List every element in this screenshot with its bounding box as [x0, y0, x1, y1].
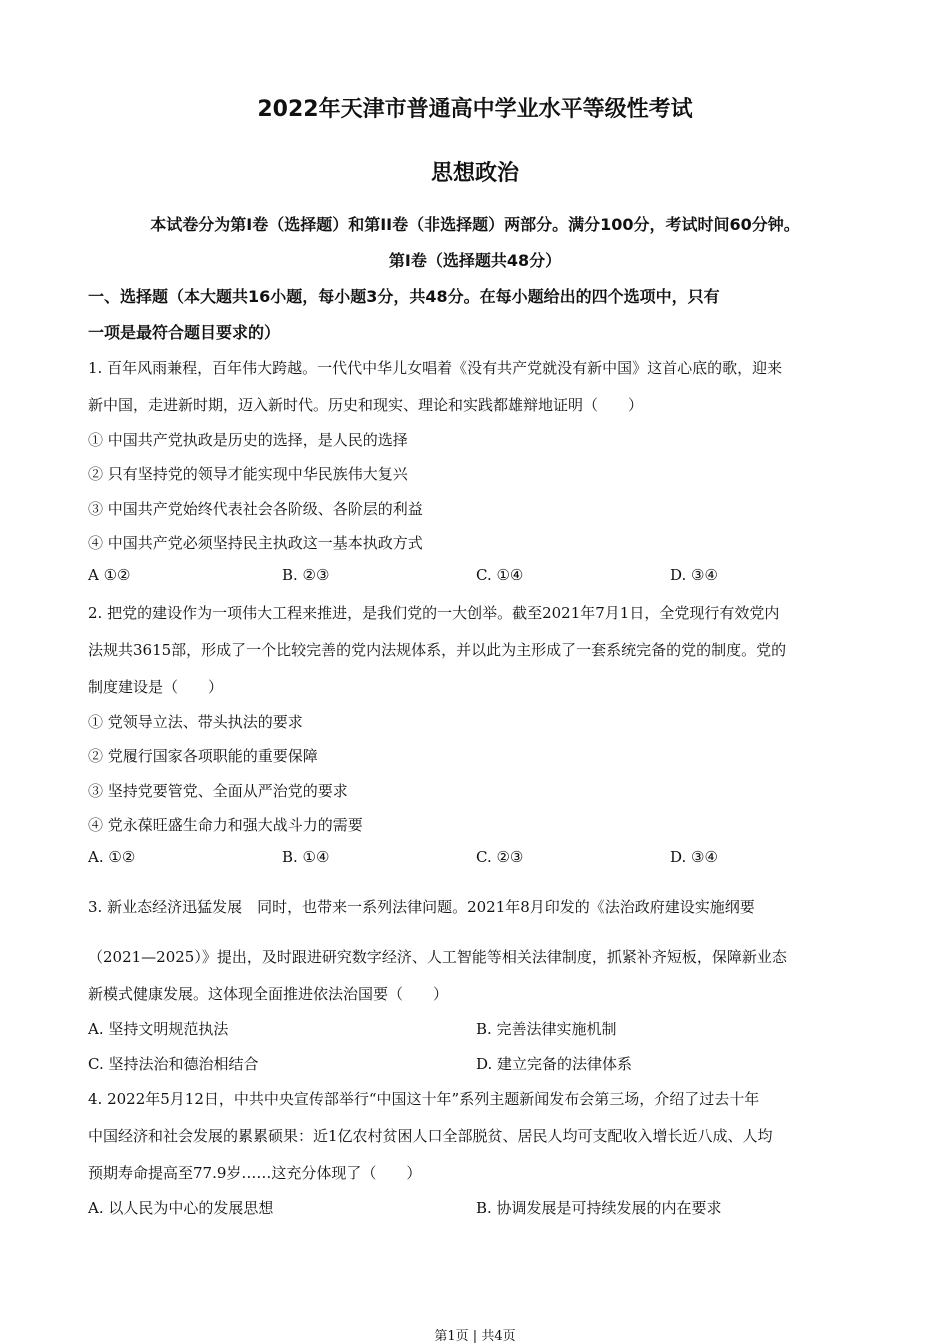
q1-item: ② 只有坚持党的领导才能实现中华民族伟大复兴	[88, 465, 408, 483]
q2-item: ④ 党永葆旺盛生命力和强大战斗力的需要	[88, 816, 363, 834]
q2-stem-line-1: 2. 把党的建设作为一项伟大工程来推进，是我们党的一大创举。截至2021年7月1日，全党现行有效党内	[88, 604, 780, 622]
instruction-line-2: 一项是最符合题目要求的）	[88, 323, 281, 342]
q1-option-d[interactable]: D. ③④	[670, 566, 718, 584]
q4-stem-line-1: 4. 2022年5月12日，中共中央宣传部举行“中国这十年”系列主题新闻发布会第三场，介绍了过去十年	[88, 1090, 760, 1108]
instruction-line-1: 一、选择题（本大题共16小题，每小题3分，共48分。在每小题给出的四个选项中，只有	[88, 287, 720, 306]
q2-item: ① 党领导立法、带头执法的要求	[88, 713, 303, 731]
q3-stem-line-2: （2021—2025）》提出，及时跟进研究数字经济、人工智能等相关法律制度，抓紧补齐短板，保障新业态	[88, 948, 787, 966]
q4-stem-line-2: 中国经济和社会发展的累累硕果：近1亿农村贫困人口全部脱贫、居民人均可支配收入增长近八成、人均	[88, 1127, 773, 1145]
q1-option-c[interactable]: C. ①④	[476, 566, 524, 584]
page-footer: 第1页 | 共4页	[434, 1329, 516, 1344]
section-title: 第Ⅰ卷（选择题共48分）	[388, 251, 562, 270]
exam-title: 2022年天津市普通高中学业水平等级性考试	[257, 97, 693, 122]
q1-item: ④ 中国共产党必须坚持民主执政这一基本执政方式	[88, 534, 423, 552]
q3-option-b[interactable]: B. 完善法律实施机制	[476, 1020, 617, 1038]
q4-option-b[interactable]: B. 协调发展是可持续发展的内在要求	[476, 1199, 722, 1217]
q2-item: ② 党履行国家各项职能的重要保障	[88, 747, 318, 765]
q1-item: ① 中国共产党执政是历史的选择，是人民的选择	[88, 431, 408, 449]
exam-intro: 本试卷分为第Ⅰ卷（选择题）和第II卷（非选择题）两部分。满分100分，考试时间60分钟。	[150, 215, 800, 234]
q3-stem-line-3: 新模式健康发展。这体现全面推进依法治国要（ ）	[88, 985, 449, 1003]
q2-option-d[interactable]: D. ③④	[670, 848, 718, 866]
q1-option-b[interactable]: B. ②③	[282, 566, 330, 584]
q3-option-c[interactable]: C. 坚持法治和德治相结合	[88, 1055, 259, 1073]
q3-option-a[interactable]: A. 坚持文明规范执法	[88, 1020, 229, 1038]
q2-option-c[interactable]: C. ②③	[476, 848, 524, 866]
subject-title: 思想政治	[430, 161, 519, 186]
q2-item: ③ 坚持党要管党、全面从严治党的要求	[88, 782, 348, 800]
q1-option-a[interactable]: A ①②	[88, 566, 131, 584]
q2-option-b[interactable]: B. ①④	[282, 848, 330, 866]
q1-item: ③ 中国共产党始终代表社会各阶级、各阶层的利益	[88, 500, 423, 518]
q3-stem-line-1: 3. 新业态经济迅猛发展 同时，也带来一系列法律问题。2021年8月印发的《法治政府建设实施纲要	[88, 898, 755, 916]
q1-stem-line-1: 1. 百年风雨兼程，百年伟大跨越。一代代中华儿女唱着《没有共产党就没有新中国》这首心底的歌，迎来	[88, 359, 783, 377]
q2-stem-line-3: 制度建设是（ ）	[88, 678, 224, 696]
q2-option-a[interactable]: A. ①②	[88, 848, 136, 866]
q4-stem-line-3: 预期寿命提高至77.9岁……这充分体现了（ ）	[88, 1164, 422, 1182]
q4-option-a[interactable]: A. 以人民为中心的发展思想	[88, 1199, 274, 1217]
q2-stem-line-2: 法规共3615部，形成了一个比较完善的党内法规体系，并以此为主形成了一套系统完备的党的制度。党的	[88, 641, 787, 659]
q3-option-d[interactable]: D. 建立完备的法律体系	[476, 1055, 633, 1073]
q1-stem-line-2: 新中国，走进新时期，迈入新时代。历史和现实、理论和实践都雄辩地证明（ ）	[88, 396, 644, 414]
